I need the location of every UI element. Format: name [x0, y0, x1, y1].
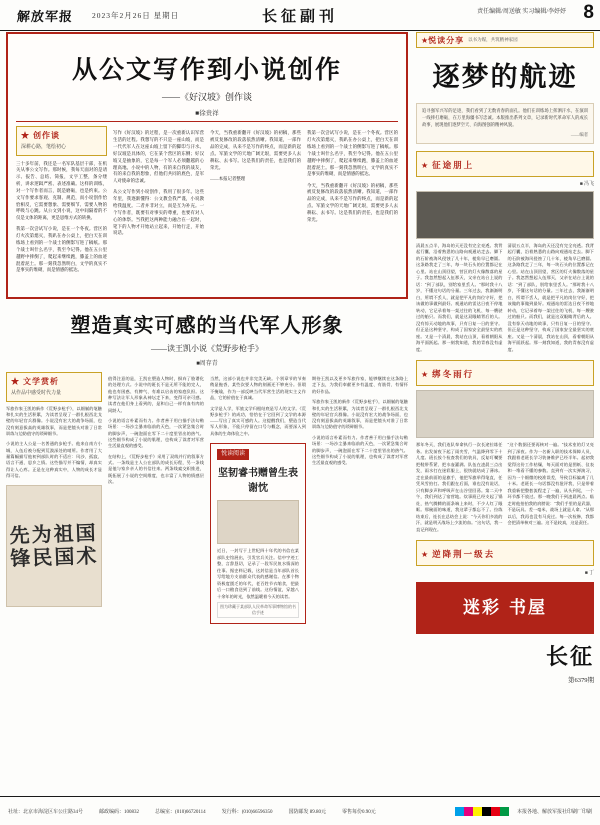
- star-icon: ★: [421, 160, 429, 170]
- right-banner-sub: 以书为媒，共筑精神家园: [468, 37, 518, 42]
- body-paragraph: 在结构上，《荒野步枪手》采用了双线并行的叙事方式。一条线是主人公在部队的成长历程，另一条线是他与家乡亲人的书信往来。两条线索交织推进，既拓展了小说的空间维度，也丰富了人物的情感层次。: [108, 453, 204, 485]
- right-section-text-1b: 清晨五点半，海岛的天还没有完全亮透。我背起行囊，沿着熟悉的山路向观通站走去。脚下的石阶被海风侵蚀了几十年，棱角早已磨圆。这条路我走了三年，每一块石头的位置都记在心里。站在山顶回望，营区的灯火像散落的星子。我忽然想起入伍那天，父亲在站台上说的话："到了部队，别给家里丢人。"那时我十八岁，不懂这句话的分量。三年过去，我渐渐明白，所谓不丢人，就是把平凡的岗位守好，把该做的事做到最好。观通站的雷达日夜不停地转动，它记录着每一架过往的飞机、每一艘驶过的船只。而我们，就是这双眼睛背后的人。没有惊天动地的故事，只有日复一日的坚守。但正是这种坚守，构成了国家安全最坚实的底座。又是一个清晨，我站在山顶，看着朝阳从海平面跃起。那一刻我知道，我的青春没有虚度。: [507, 242, 594, 352]
- star-icon: ★: [421, 35, 429, 45]
- reading-box-tag: 悦读阅读: [217, 449, 249, 460]
- body-paragraph: 文学是人学，军旅文学归根结底是写人的文学。《荒野步枪手》的成功，恰恰在于它回到了文学的本源——写出了真实可感的人。这提醒我们，塑造当代军人形象，不能只停留在口号与概念，而要深入到具体的生命体验之中。: [210, 405, 306, 436]
- color-bar: [455, 807, 464, 816]
- calligraphy-text: 先为祖国 锋民国术: [9, 520, 99, 571]
- right-banner: [416, 32, 594, 48]
- issue-number: 第6379期: [568, 677, 594, 685]
- page-content: [6, 32, 594, 792]
- feature-paragraph: 写作《好汉坡》的过程，是一次重新认识军营生活的过程。我想写的不只是一座山坡，而是一代代军人在这座山坡上留下的脚印与汗水。好汉坡是具体的，它在某个营区的东侧；好汉坡又是抽象的，它是每一个军人必须翻越的心理高地。小说中的人物，有的来自我的战友，有的来自我的想象，但他们共同的底色，是军人对使命的忠诚。: [113, 130, 204, 184]
- editor-credits: 责任编辑/周送敏 实习编辑/李妤妤: [477, 9, 566, 15]
- newspaper-logo: 解放军报: [16, 9, 74, 25]
- body-paragraph: 军旅作家王凯的新作《荒野步枪手》，以细腻的笔触和扎实的生活积累，为读者呈现了一群扎根西北戈壁的年轻官兵群像。小说没有宏大的战争场面，也没有刻意拔高的英雄叙事，而是把镜头对准了日常训练与边防值守的琐碎细节。: [6, 405, 102, 436]
- color-bar: [473, 807, 482, 816]
- masthead-signature: 长征: [545, 644, 594, 671]
- body-paragraph: 小说的语言朴素而有力。作者善于用白描手法勾勒场景：一场沙尘暴来临前的天色，一次紧急集合时的脚步声，一碗泡面在零下二十度里冒出的热气。这些细节构成了小说的肌理，也构成了读者对军营生活最直观的感受。: [312, 434, 408, 466]
- feature-tag-sub: 深耕心路，笔绘初心: [21, 145, 67, 151]
- second-feature-byline: ■周存青: [196, 361, 218, 367]
- supplement-title: 长征副刊: [261, 8, 338, 25]
- right-section-title-1: 征途朋上: [432, 159, 475, 170]
- reading-box-title: 坚韧睿书赠曾生表谢忱: [218, 468, 298, 495]
- second-feature-header: [6, 307, 408, 367]
- star-icon: ★: [11, 377, 20, 386]
- right-section-text-2b: "这个数据还要再核对一遍。"技术室的灯又亮到了深夜。作为一名新入职的技术保障人员，我跟着老班长学习装备维护已经半年。起初我觉得这份工作枯燥，每天面对的是图纸、仪表和一堆看不懂的参数。直到有一次实弹演习，因为一个细微的校准误差，导致目标偏离了几十米。老班长一句话都没有批评我，只是带着我重新把整套流程走了一遍，从头到尾，一个环节都不放过。那一晚我们干到凌晨两点。临走时他拍拍我的肩膀说："我们手里的是武器，不是玩具。差一毫米，战场上就是人命。"从那以后，我再也没有马虎过。每一次检修，我都会把清单核对三遍。这不是较真，这是责任。: [507, 442, 594, 526]
- star-icon: ★: [421, 550, 429, 560]
- feature-paragraph: 三十多年前，我还是一名军队基层干部，在机关从事公文写作。那时候，我每天面对的是请示、报告、总结、简报，文字工整，条分缕析，讲求逻辑严密、表述准确。这样的训练，对一个写作者而言，既是磨砺，也是约束。公文写作要求客观、克制、规范，而小说创作恰恰相反，它需要想象、需要细节、需要人物的呼吸与心跳。从公文到小说，这中间隔着的不仅是文体的距离，更是思维方式的转换。: [16, 160, 107, 221]
- feature-body: [16, 126, 398, 279]
- star-icon: ★: [421, 370, 429, 380]
- reading-box-image: [217, 500, 299, 544]
- reading-box-text: 近日，一封写于上世纪四十年代的书信在某部队史馆展出，引发官兵关注。信中字迹工整，言辞恳切，记录了一段军民鱼水情深的往事。据史料记载，这封信是当年部队首长写给地方支前群众代表的感谢信。在那个物资极度匮乏的年代，老百姓节衣缩食，把最后一口粮食送到了前线。这份情谊，穿越八十余年的时光，依然温暖着今天的读者。: [217, 548, 299, 599]
- body-paragraph: 当然，这部小说也并非完美无缺。个别章节的节奏稍显拖沓，某些次要人物的刻画还不够充分。但瑕不掩瑜，作为一部反映当代军营生活的现实主义作品，它的价值在于真诚。: [210, 376, 306, 401]
- right-section-title-2: 绑冬雨行: [432, 369, 475, 380]
- body-paragraph: 期待王凯以及更多军旅作家，能够继续在这条路上走下去，为我们奉献更多有温度、有筋骨、有情怀的好作品。: [312, 376, 408, 394]
- body-column-2: [108, 372, 204, 790]
- body-paragraph: 值得注意的是，王凯在塑造人物时，摒弃了脸谱化的处理方式。小说中的班长不是无所不能的完人，他也有困惑、有脾气、有难以启齿的家庭负担。这种写法让军人形象从神坛走下来，变得可亲可感。读者在他们身上看到的，是和自己一样有血有肉的同龄人。: [108, 376, 204, 413]
- footer-item: 零售每份0.90元: [342, 809, 376, 815]
- feature-paragraph: 我第一次尝试写小说，是在一个冬夜。营区的灯火次第熄灭，我趴在办公桌上，把白天在训练场上看到的一个战士的侧影写进了稿纸。那个战士叫什么名字，我至今记得。他在五公里越野中摔倒了，爬起来继续跑，膝盖上的血迹混着泥土。那一刻我忽然明白，文学的真实不是事实的堆砌，而是情感的抵达。: [307, 130, 398, 177]
- page-number: 8: [583, 2, 594, 23]
- reading-box: [210, 443, 306, 624]
- body-paragraph: 小说的主人公是一名普通的步枪手。他来自南方小城，入伍后被分配到荒漠深处的哨所。作者用了大量篇幅描写他初到部队时的不适应：风沙、孤寂、语言不通、思乡之情。这些描写并不煽情，却真实得让人心疼。正是在这种真实中，人物的成长才显得可信。: [6, 441, 102, 478]
- feature-section-tag: [16, 126, 107, 156]
- star-icon: ★: [21, 131, 30, 140]
- calligraphy-artwork: [6, 485, 102, 607]
- feature-paragraph: ——本报记者整理: [210, 175, 246, 181]
- abstract-signature: ——编者: [570, 131, 588, 137]
- divider-line: [16, 121, 398, 122]
- reading-box-caption: 图为珍藏于某部队人民革命军事博物馆的书信手迹: [217, 602, 299, 618]
- right-section-header-3: [416, 540, 594, 566]
- feature-paragraph: 今天，当我重新翻开《好汉坡》的初稿，那些被反复修改的段落依然清晰。我知道，一部作品的完成，从来不是写作的终点，而是新的起点。军旅文学的天地广阔无垠，需要更多人去耕耘、去书写。这是我们的责任，也是我们的荣光。: [307, 182, 398, 222]
- feature-paragraph: 从公文写作到小说创作，我用了很多年。这些年里，我逐渐懂得：公文教会我严谨，小说教给我温度。二者并非对立，而是互为补充。一个写作者，既要有对事实的尊重，也要有对人心的体察。当我把这两种能力融合在一起时，笔下的人物才开始站立起来，开始行走，开始说话。: [113, 189, 204, 236]
- feature-title: 从公文写作到小说创作: [71, 55, 342, 84]
- analysis-tag-sub: 从作品中感受时代力量: [11, 391, 62, 396]
- footer-items: [0, 808, 455, 815]
- analysis-tag-title: ★ 文学赏析: [11, 377, 59, 386]
- body-paragraph: 小说的语言朴素而有力。作者善于用白描手法勾勒场景：一场沙尘暴来临前的天色，一次紧急集合时的脚步声，一碗泡面在零下二十度里冒出的热气。这些细节构成了小说的肌理，也构成了读者对军营生活最直观的感受。: [108, 418, 204, 449]
- footer-item: 国防邮发 89.80元: [288, 809, 327, 815]
- right-section-title-3: 逆降荆一级去: [432, 549, 496, 560]
- body-column-1: [6, 372, 102, 790]
- right-section-text-2a: 那年冬天，我们连队奉命执行一次长途拉练任务。出发前夜下起了雨夹雪，气温降到零下十几度。班长挨个检查我们的装具，反复叮嘱要把鞋带系紧、把水壶灌满。队伍在凌晨三点出发，雨水打在迷彩服上，很快就结成了薄冰。走在最前面的是旗手，他把军旗举得笔直，任凭风雪拍打。我们跟在后面，谁也没有说话，只有脚步声和呼吸声在山谷里回荡。第二天中午，我们到达了宿营地。炊事班已经支起了锅灶，热气腾腾的面条端上来时，不少人红了眼眶。那碗面的味道，我这辈子都忘不了。拉练结束后，连长在总结会上说："今天你们多流的汗，就是明天战场上少流的血。"这句话，我一直记到现在。: [416, 442, 503, 532]
- right-section-text-1a: 清晨五点半，海岛的天还没有完全亮透。我背起行囊，沿着熟悉的山路向观通站走去。脚下的石阶被海风侵蚀了几十年，棱角早已磨圆。这条路我走了三年，每一块石头的位置都记在心里。站在山顶回望，营区的灯火像散落的星子。我忽然想起入伍那天，父亲在站台上说的话："到了部队，别给家里丢人。"那时我十八岁，不懂这句话的分量。三年过去，我渐渐明白，所谓不丢人，就是把平凡的岗位守好，把该做的事做到最好。观通站的雷达日夜不停地转动，它记录着每一架过往的飞机、每一艘驶过的船只。而我们，就是这双眼睛背后的人。没有惊天动地的故事，只有日复一日的坚守。但正是这种坚守，构成了国家安全最坚实的底座。又是一个清晨，我站在山顶，看着朝阳从海平面跃起。那一刻我知道，我的青春没有虚度。: [416, 242, 503, 352]
- feature-subtitle: ——《好汉坡》创作谈: [161, 92, 252, 102]
- second-feature-title: 塑造真实可感的当代军人形象: [70, 313, 344, 337]
- color-bar: [482, 807, 491, 816]
- bookstore-logo: 迷彩 书屋: [416, 582, 594, 634]
- body-column-3: [210, 372, 306, 790]
- right-column: [416, 32, 594, 790]
- masthead: [0, 0, 600, 31]
- right-headline: 逐梦的航迹: [432, 62, 578, 93]
- right-section-photo-1: [416, 191, 594, 239]
- right-section-byline-1: ■ 冯飞: [579, 181, 594, 187]
- right-section-body-2: [416, 442, 594, 533]
- feature-paragraph: 我第一次尝试写小说，是在一个冬夜。营区的灯火次第熄灭，我趴在办公桌上，把白天在训练场上看到的一个战士的侧影写进了稿纸。那个战士叫什么名字，我至今记得。他在五公里越野中摔倒了，爬起来继续跑，膝盖上的血迹混着泥土。那一刻我忽然明白，文学的真实不是事实的堆砌，而是情感的抵达。: [16, 226, 107, 273]
- analysis-section-tag: [6, 372, 102, 402]
- footer-item: 社址：北京市海淀区车公庄路34号: [8, 809, 84, 815]
- right-section-photo-2: [416, 390, 594, 438]
- second-feature-subtitle: ——读王凯小说《荒野步枪手》: [151, 344, 263, 353]
- body-column-4: [312, 372, 408, 790]
- right-abstract: [416, 103, 594, 144]
- right-section-body-1: [416, 243, 594, 354]
- right-banner-title: 悦读分享: [428, 35, 465, 45]
- abstract-text: 追寻强军兴军的足迹，我们看到了无数青春的面孔。他们在训练场上挥洒汗水，在演训一线摔打磨砺，在万里海疆书写忠诚。本版推出系列文章，记录新时代革命军人的成长故事，展现他们逐梦空天、向海图强的精神风貌。: [422, 108, 588, 127]
- page-footer: [0, 796, 600, 825]
- feature-byline: ■徐贵祥: [195, 110, 219, 117]
- footer-printer: 本报各地、解放军报社印刷厂印刷: [516, 809, 592, 815]
- feature-tag-title: ★ 创作谈: [21, 131, 60, 140]
- publication-date: 2023年2月26日 星期日: [92, 10, 180, 20]
- right-section-header-1: [416, 151, 594, 177]
- color-registration-bars: [455, 807, 509, 816]
- color-bar: [500, 807, 509, 816]
- footer-item: 总编室：(010)66720114: [155, 809, 206, 815]
- second-feature-body: [6, 372, 408, 790]
- left-column: [6, 32, 410, 790]
- footer-item: 邮政编码：100832: [99, 809, 140, 815]
- feature-paragraph: 今天，当我重新翻开《好汉坡》的初稿，那些被反复修改的段落依然清晰。我知道，一部作品的完成，从来不是写作的终点，而是新的起点。军旅文学的天地广阔无垠，需要更多人去耕耘、去书写。这是我们的责任，也是我们的荣光。: [210, 130, 301, 170]
- right-section-header-2: [416, 360, 594, 386]
- body-paragraph: 军旅作家王凯的新作《荒野步枪手》，以细腻的笔触和扎实的生活积累，为读者呈现了一群扎根西北戈壁的年轻官兵群像。小说没有宏大的战争场面，也没有刻意拔高的英雄叙事，而是把镜头对准了日常训练与边防值守的琐碎细节。: [312, 399, 408, 430]
- color-bar: [464, 807, 473, 816]
- footer-item: 发行科：(010)66596350: [221, 809, 273, 815]
- feature-article: [6, 32, 408, 299]
- right-section-byline-3: ■ 丁: [584, 571, 594, 577]
- color-bar: [491, 807, 500, 816]
